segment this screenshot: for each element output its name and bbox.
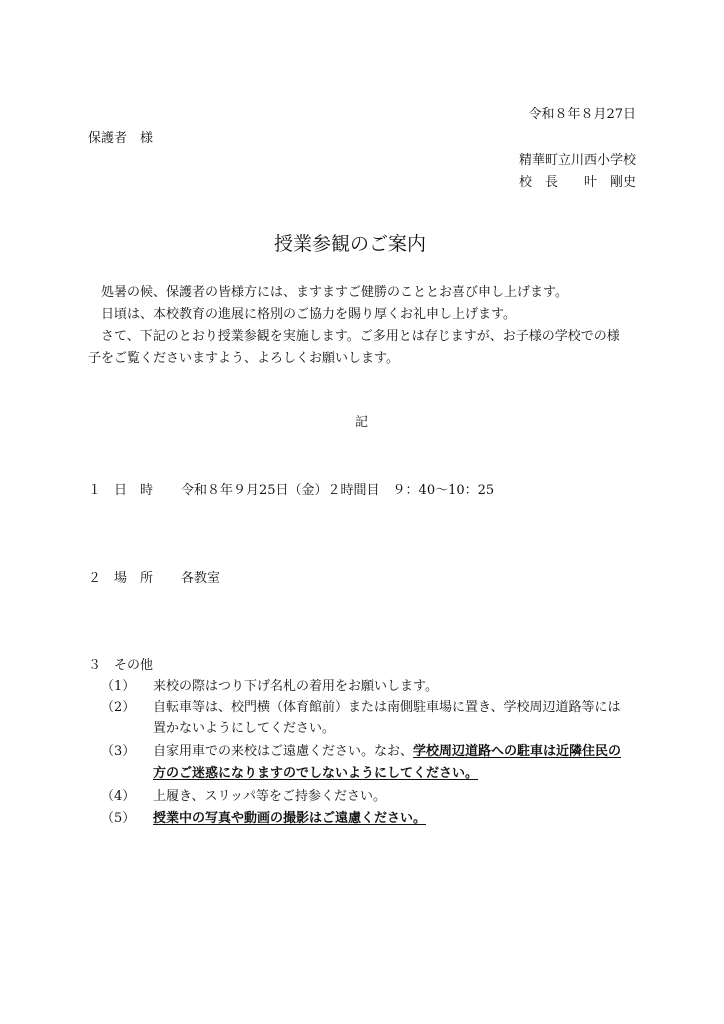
- sub-item-2-text-a: 自転車等は、校門横（体育館前）または南側駐車場に置き、学校周辺道路等には: [153, 700, 621, 715]
- school-name: 精華町立川西小学校: [518, 153, 636, 168]
- item-2-label: 場 所: [114, 571, 154, 586]
- sub-item-5-text-emphasis: 授業中の写真や動画の撮影はご遠慮ください。: [153, 811, 427, 826]
- item-2-number: ２: [88, 571, 102, 586]
- sub-item-1-text: 来校の際はつり下げ名札の着用をお願いします。: [153, 679, 438, 694]
- item-1-label: 日 時: [114, 483, 154, 498]
- sub-item-2-number: （2）: [101, 700, 136, 715]
- sub-item-2-text-b: 置かないようにしてください。: [153, 721, 336, 736]
- sub-item-4-text: 上履き、スリッパ等をご持参ください。: [153, 789, 386, 804]
- sub-item-3-text-a: [153, 743, 621, 761]
- document-date: 令和８年８月27日: [528, 107, 636, 122]
- sub-item-3-text-a-emphasis: 学校周辺道路への駐車は近隣住民の: [413, 744, 622, 759]
- item-1-value: 令和８年９月25日（金）２時間目 ９：40～10：25: [181, 483, 495, 498]
- sub-item-3-text-a-normal: 自家用車での来校はご遠慮ください。なお、: [153, 744, 414, 759]
- body-line-4: 子をご覧くださいますよう、よろしくお願いします。: [88, 351, 399, 366]
- item-1-number: １: [88, 483, 102, 498]
- recipient: 保護者 様: [88, 131, 154, 146]
- sub-item-1-number: （1）: [101, 679, 136, 694]
- body-line-1: 処暑の候、保護者の皆様方には、ますますご健勝のこととお喜び申し上げます。: [101, 285, 568, 300]
- page-title: 授業参観のご案内: [274, 233, 427, 255]
- sub-item-4-number: （4）: [101, 789, 136, 804]
- sub-item-3-text-b-emphasis: 方のご迷惑になりますのでしないようにしてください。: [153, 766, 479, 781]
- item-3-heading: ３ その他: [88, 658, 154, 673]
- sub-item-5-number: （5）: [101, 811, 136, 826]
- principal-name: 校 長 叶 剛史: [518, 175, 636, 190]
- item-2-value: 各教室: [181, 571, 221, 586]
- body-line-2: 日頃は、本校教育の進展に格別のご協力を賜り厚くお礼申し上げます。: [101, 307, 516, 322]
- sub-item-3-number: （3）: [101, 744, 136, 759]
- ki-mark: 記: [355, 415, 369, 430]
- body-line-3: さて、下記のとおり授業参観を実施します。ご多用とは存じますが、お子様の学校での様: [101, 329, 620, 344]
